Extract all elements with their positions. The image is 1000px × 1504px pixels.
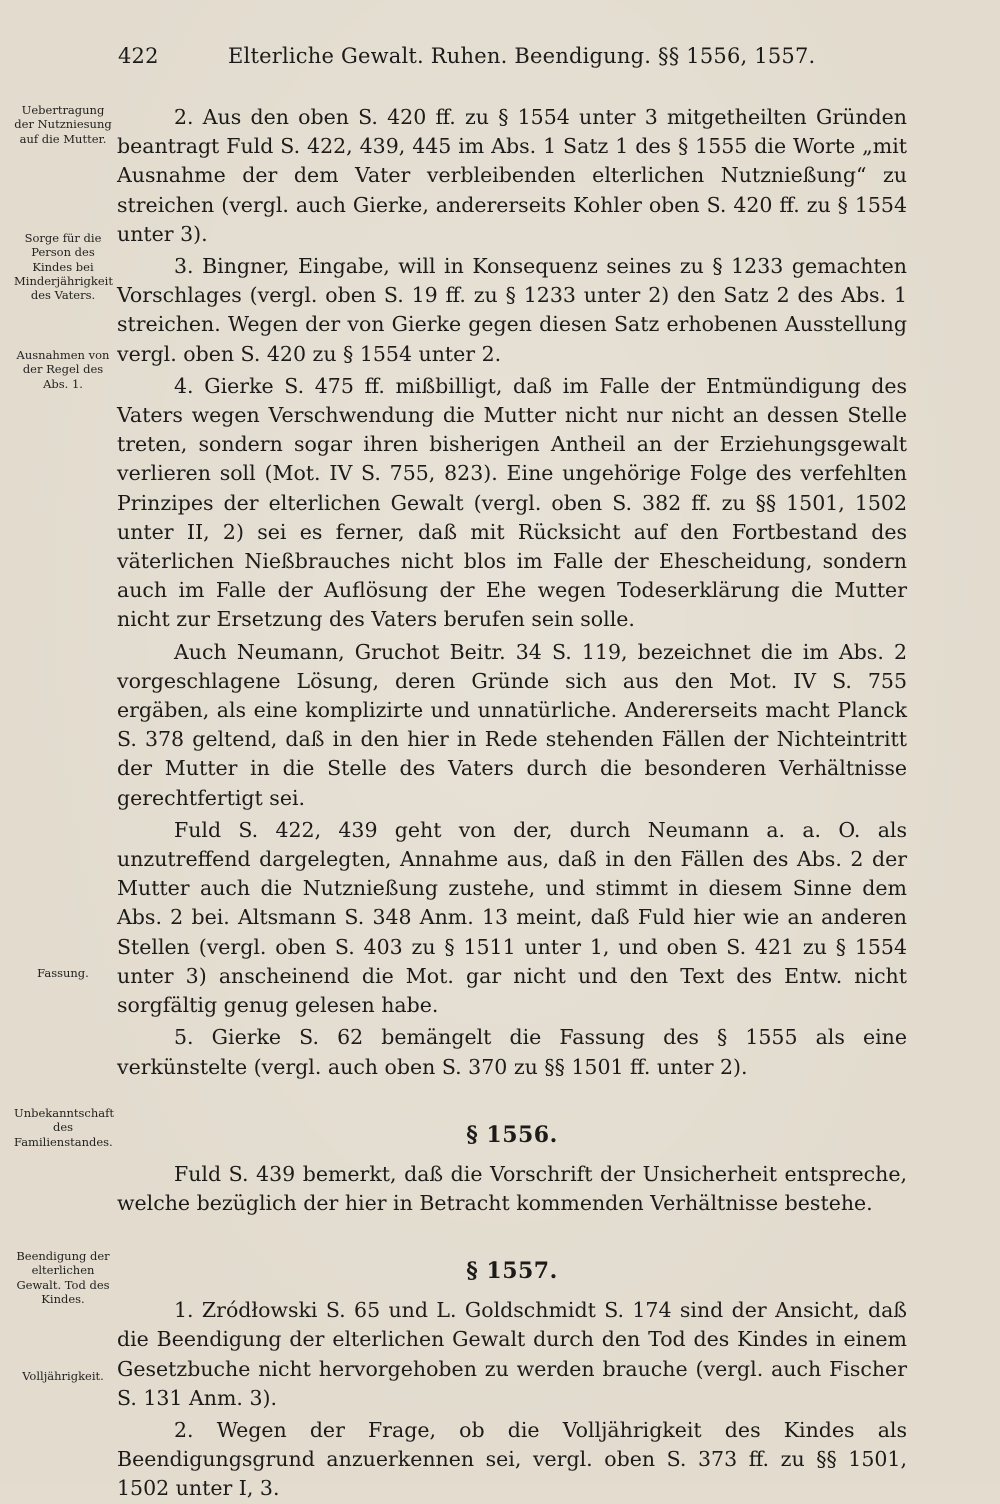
page-number: 422 (118, 44, 159, 68)
margin-note-sorge: Sorge für die Person des Kindes bei Minderjährigkeit des Vaters. (14, 231, 113, 303)
margin-note-fassung: Fassung. (37, 966, 89, 980)
section-heading-1556: § 1556. (466, 1121, 558, 1148)
margin-note-beendigung: Beendigung der elterlichen Gewalt. Tod des Kindes. (16, 1249, 110, 1306)
paragraph-1556: Fuld S. 439 bemerkt, daß die Vorschrift der Unsicherheit entspreche, welche bezüglich der hier in Betracht kommenden Verhältnisse bestehe. (117, 1161, 907, 1215)
running-header (118, 44, 818, 68)
margin-note-volljaehrigkeit: Volljährigkeit. (22, 1369, 104, 1383)
margin-note-uebertragung: Uebertragung der Nutzniesung auf die Mutter. (14, 103, 112, 146)
paragraph-1557-1: 1. Zródłowski S. 65 und L. Goldschmidt S. 174 sind der Ansicht, daß die Beendigung der elterlichen Gewalt durch den Tod des Kindes in einem Gesetzbuche nicht hervorgehoben zu werden brauche (vergl. auch Fischer S. 131 Anm. 3). (117, 1298, 907, 1410)
paragraph-1555-3: 3. Bingner, Eingabe, will in Konsequenz seines zu § 1233 gemachten Vorschlages (vergl. oben S. 19 ff. zu § 1233 unter 2) den Satz 2 des Abs. 1 streichen. Wegen der von Gierke gegen diesen Satz erhobenen Ausstellung vergl. oben S. 420 zu § 1554 unter 2. (117, 254, 907, 366)
margin-note-ausnahmen: Ausnahmen von der Regel des Abs. 1. (16, 348, 110, 391)
running-title: Elterliche Gewalt. Ruhen. Beendigung. §§ 1556, 1557. (228, 44, 816, 68)
paragraph-1555-2: 2. Aus den oben S. 420 ff. zu § 1554 unter 3 mitgetheilten Gründen beantragt Fuld S. 422, 439, 445 im Abs. 1 Satz 1 des § 1555 die Worte „mit Ausnahme der dem Vater verbleibenden elterlichen Nutznießung“ zu streichen (vergl. auch Gierke, andererseits Kohler oben S. 420 ff. zu § 1554 unter 3). (117, 105, 907, 246)
paragraph-1555-4: 4. Gierke S. 475 ff. mißbilligt, daß im Falle der Entmündigung des Vaters wegen Verschwendung die Mutter nicht nur nicht an dessen Stelle treten, sondern sogar ihren bisherigen Antheil an der Erziehungsgewalt verlieren soll (Mot. IV S. 755, 823). Eine ungehörige Folge des verfehlten Prinzipes der elterlichen Gewalt (vergl. oben S. 382 ff. zu §§ 1501, 1502 unter II, 2) sei es ferner, daß mit Rücksicht auf den Fortbestand des väterlichen Nießbrauches nicht blos im Falle der Ehescheidung, sondern auch im Falle der Auflösung der Ehe wegen Todeserklärung die Mutter nicht zur Ersetzung des Vaters berufen sein solle. (117, 373, 907, 632)
margin-note-unbekanntschaft: Unbekanntschaft des Familienstandes. (14, 1106, 115, 1149)
paragraph-1557-2: 2. Wegen der Frage, ob die Volljährigkeit des Kindes als Beendigungsgrund anzuerkennen sei, vergl. oben S. 373 ff. zu §§ 1501, 1502 unter I, 3. (117, 1417, 907, 1501)
paragraph-1555-5: 5. Gierke S. 62 bemängelt die Fassung des § 1555 als eine verkünstelte (vergl. auch oben S. 370 zu §§ 1501 ff. unter 2). (117, 1025, 907, 1079)
paragraph-neumann: Auch Neumann, Gruchot Beitr. 34 S. 119, bezeichnet die im Abs. 2 vorgeschlagene Lösung, deren Gründe sich aus den Mot. IV S. 755 ergäben, als eine komplizirte und unnatürliche. Andererseits macht Planck S. 378 geltend, daß in den hier in Rede stehenden Fällen der Nichteintritt der Mutter in die Stelle des Vaters durch die besonderen Verhältnisse gerechtfertigt sei. (117, 639, 907, 810)
section-heading-1557: § 1557. (466, 1258, 558, 1285)
main-text (117, 103, 907, 1504)
paragraph-fuld: Fuld S. 422, 439 geht von der, durch Neumann a. a. O. als unzutreffend dargelegten, Annahme aus, daß in den Fällen des Abs. 2 der Mutter auch die Nutznießung zustehe, und stimmt in diesem Sinne dem Abs. 2 bei. Altsmann S. 348 Anm. 13 meint, daß Fuld hier wie an anderen Stellen (vergl. oben S. 403 zu § 1511 unter 1, und oben S. 421 zu § 1554 unter 3) anscheinend die Mot. gar nicht und den Text des Entw. nicht sorgfältig genug gelesen habe. (117, 817, 907, 1018)
